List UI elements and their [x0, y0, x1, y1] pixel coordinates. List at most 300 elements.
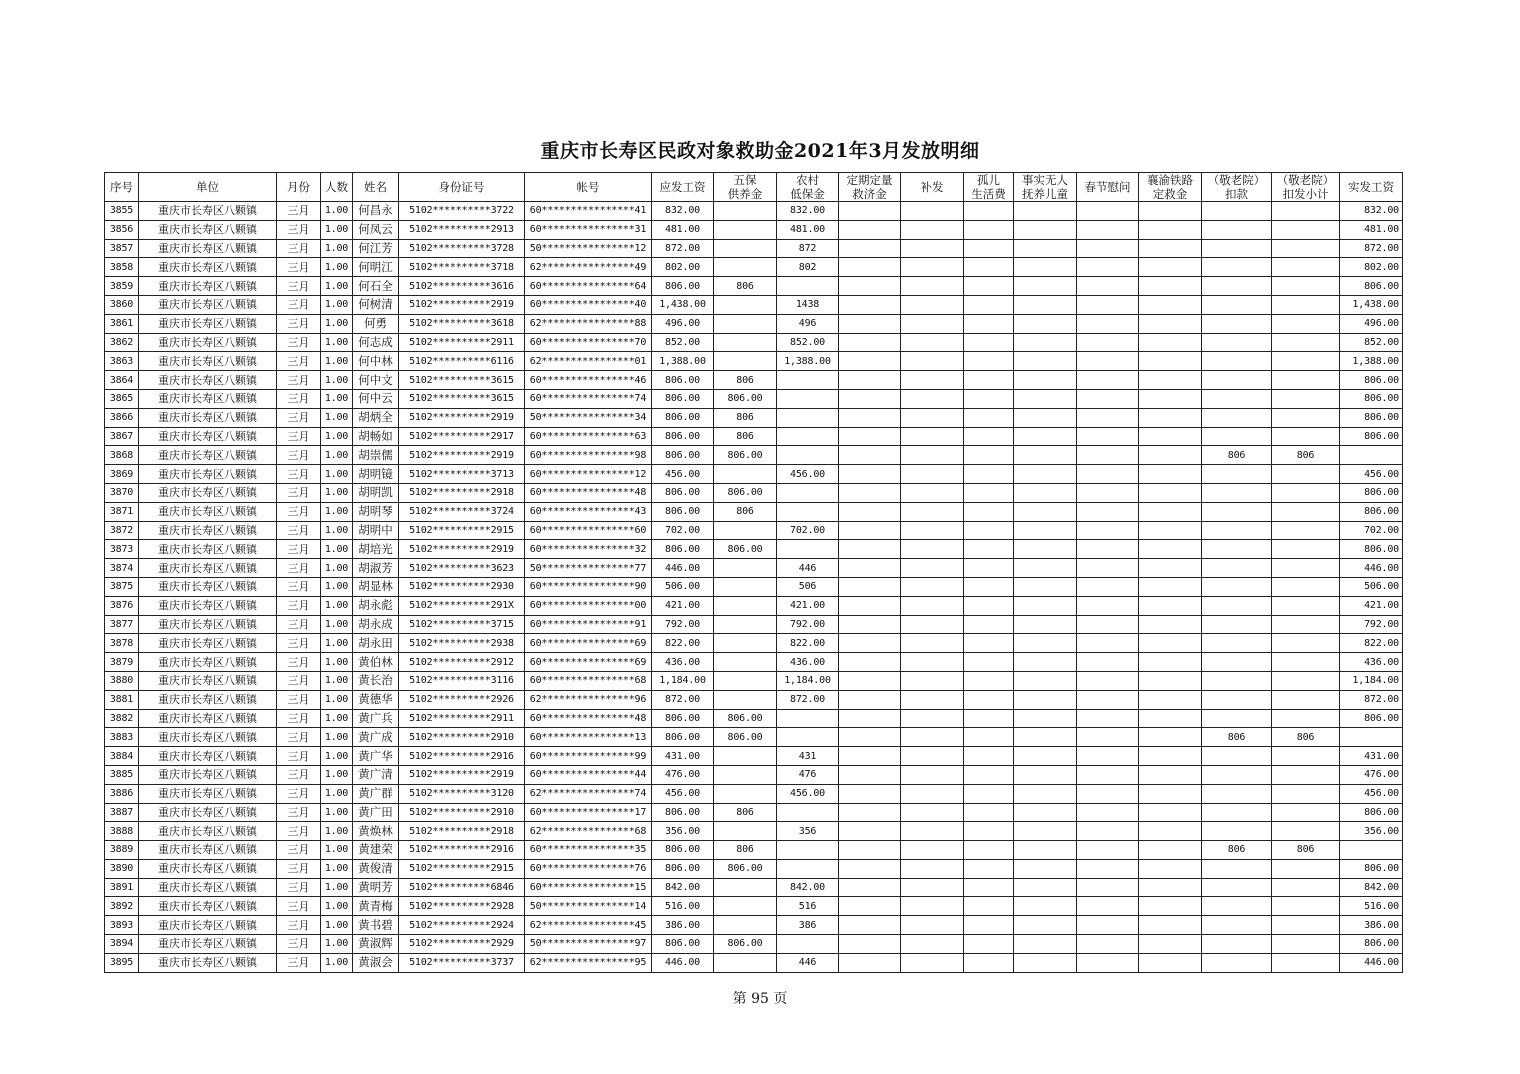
table-cell [777, 483, 839, 502]
table-cell [901, 446, 964, 465]
table-row [105, 559, 1403, 578]
table-cell: 50****************97 [525, 935, 652, 954]
table-cell [839, 389, 901, 408]
table-cell: 872.00 [1340, 239, 1403, 258]
table-cell: 806.00 [652, 408, 714, 427]
table-cell [839, 352, 901, 371]
table-cell: 50****************14 [525, 897, 652, 916]
table-cell: 806 [714, 277, 777, 296]
table-cell [777, 277, 839, 296]
table-cell [901, 634, 964, 653]
table-cell: 62****************49 [525, 258, 652, 277]
table-cell [1139, 841, 1202, 860]
table-cell: 1.00 [321, 634, 353, 653]
table-row [105, 258, 1403, 277]
table-cell [839, 277, 901, 296]
table-cell [1077, 577, 1139, 596]
table-cell [1272, 352, 1340, 371]
table-cell: 5102**********3722 [399, 202, 525, 221]
table-cell: 三月 [277, 521, 321, 540]
table-cell [1139, 502, 1202, 521]
table-cell: 481.00 [652, 220, 714, 239]
table-cell [964, 822, 1014, 841]
table-cell: 3880 [105, 671, 139, 690]
table-cell [1202, 352, 1272, 371]
table-cell: 黄明芳 [353, 878, 399, 897]
table-cell: 802.00 [1340, 258, 1403, 277]
table-cell: 何勇 [353, 314, 399, 333]
table-cell [1272, 521, 1340, 540]
table-cell: 重庆市长寿区八颗镇 [139, 371, 277, 390]
table-cell: 三月 [277, 822, 321, 841]
table-cell: 456.00 [777, 465, 839, 484]
table-cell: 重庆市长寿区八颗镇 [139, 408, 277, 427]
table-cell [1077, 690, 1139, 709]
table-cell [901, 427, 964, 446]
column-header: 单位 [139, 173, 277, 202]
table-cell: 3881 [105, 690, 139, 709]
page-title: 重庆市长寿区民政对象救助金2021年3月发放明细 [540, 140, 980, 162]
table-cell [964, 202, 1014, 221]
table-body [105, 202, 1403, 973]
table-cell [1014, 483, 1077, 502]
table-cell: 三月 [277, 352, 321, 371]
table-cell: 三月 [277, 784, 321, 803]
table-cell: 496 [777, 314, 839, 333]
table-cell [964, 258, 1014, 277]
table-cell [964, 878, 1014, 897]
table-cell: 806 [1202, 728, 1272, 747]
table-cell [964, 690, 1014, 709]
table-cell: 重庆市长寿区八颗镇 [139, 784, 277, 803]
table-cell: 1.00 [321, 803, 353, 822]
table-row [105, 502, 1403, 521]
payment-table [104, 172, 1403, 973]
table-cell: 806.00 [652, 935, 714, 954]
table-cell [1014, 653, 1077, 672]
table-cell: 496.00 [652, 314, 714, 333]
table-cell: 3857 [105, 239, 139, 258]
table-cell [1272, 916, 1340, 935]
table-cell: 胡永田 [353, 634, 399, 653]
table-cell [964, 371, 1014, 390]
table-cell: 806.00 [652, 277, 714, 296]
table-cell: 806.00 [1340, 709, 1403, 728]
table-row [105, 728, 1403, 747]
table-cell [964, 634, 1014, 653]
table-cell [777, 502, 839, 521]
table-cell [1272, 371, 1340, 390]
table-cell: 重庆市长寿区八颗镇 [139, 314, 277, 333]
table-cell: 806 [714, 841, 777, 860]
table-cell: 5102**********2911 [399, 333, 525, 352]
table-cell [1014, 295, 1077, 314]
table-cell: 806.00 [1340, 803, 1403, 822]
table-cell: 三月 [277, 314, 321, 333]
table-row [105, 803, 1403, 822]
table-cell [1077, 671, 1139, 690]
table-row [105, 371, 1403, 390]
table-cell: 60****************74 [525, 389, 652, 408]
table-cell: 3886 [105, 784, 139, 803]
column-header: 农村 低保金 [777, 173, 839, 202]
column-header: 襄渝铁路 定救金 [1139, 173, 1202, 202]
table-cell [964, 559, 1014, 578]
table-cell: 5102**********2929 [399, 935, 525, 954]
table-cell: 重庆市长寿区八颗镇 [139, 202, 277, 221]
table-cell: 5102**********2919 [399, 295, 525, 314]
table-cell: 5102**********2919 [399, 765, 525, 784]
table-cell [1139, 333, 1202, 352]
table-cell: 5102**********3615 [399, 371, 525, 390]
table-cell [1272, 239, 1340, 258]
table-cell: 黄建荣 [353, 841, 399, 860]
table-cell [1014, 333, 1077, 352]
table-cell [1139, 822, 1202, 841]
table-cell [1139, 596, 1202, 615]
table-cell: 60****************63 [525, 427, 652, 446]
table-cell [901, 841, 964, 860]
table-cell: 三月 [277, 427, 321, 446]
table-cell: 三月 [277, 596, 321, 615]
table-cell: 三月 [277, 295, 321, 314]
table-cell [964, 521, 1014, 540]
table-cell: 1.00 [321, 822, 353, 841]
table-cell: 436.00 [1340, 653, 1403, 672]
table-cell: 1.00 [321, 916, 353, 935]
table-cell [1272, 859, 1340, 878]
table-cell: 806.00 [714, 446, 777, 465]
table-cell [1014, 784, 1077, 803]
table-cell: 806.00 [1340, 502, 1403, 521]
table-cell [714, 690, 777, 709]
table-cell [1202, 277, 1272, 296]
table-cell: 60****************13 [525, 728, 652, 747]
table-cell [1202, 747, 1272, 766]
table-cell [1014, 596, 1077, 615]
table-cell [839, 841, 901, 860]
table-cell: 何凤云 [353, 220, 399, 239]
table-cell [777, 935, 839, 954]
table-cell: 何昌永 [353, 202, 399, 221]
table-cell: 何江芳 [353, 239, 399, 258]
table-cell: 黄淑辉 [353, 935, 399, 954]
table-cell [1340, 446, 1403, 465]
table-cell [714, 653, 777, 672]
table-cell: 60****************15 [525, 878, 652, 897]
table-cell [1077, 634, 1139, 653]
table-cell: 852.00 [777, 333, 839, 352]
table-cell: 3868 [105, 446, 139, 465]
table-cell: 三月 [277, 446, 321, 465]
table-cell: 852.00 [652, 333, 714, 352]
table-cell: 1,388.00 [652, 352, 714, 371]
table-cell: 3871 [105, 502, 139, 521]
table-cell: 3863 [105, 352, 139, 371]
table-cell [1077, 935, 1139, 954]
table-cell: 重庆市长寿区八颗镇 [139, 258, 277, 277]
table-cell: 446.00 [1340, 953, 1403, 972]
table-cell [1202, 596, 1272, 615]
table-cell: 1.00 [321, 502, 353, 521]
table-cell [777, 859, 839, 878]
table-cell: 1.00 [321, 371, 353, 390]
table-cell: 5102**********3618 [399, 314, 525, 333]
table-cell: 60****************64 [525, 277, 652, 296]
table-cell [1077, 822, 1139, 841]
table-cell: 黄广成 [353, 728, 399, 747]
table-cell [964, 540, 1014, 559]
table-cell [1014, 916, 1077, 935]
table-cell: 重庆市长寿区八颗镇 [139, 502, 277, 521]
table-cell: 806.00 [1340, 408, 1403, 427]
table-cell [714, 202, 777, 221]
table-cell: 3872 [105, 521, 139, 540]
table-cell [1014, 202, 1077, 221]
table-cell: 806.00 [652, 728, 714, 747]
table-cell: 3892 [105, 897, 139, 916]
table-cell: 5102**********2913 [399, 220, 525, 239]
table-cell [1077, 765, 1139, 784]
table-cell: 三月 [277, 371, 321, 390]
table-cell [1272, 953, 1340, 972]
table-cell: 胡畅如 [353, 427, 399, 446]
table-cell: 806.00 [1340, 389, 1403, 408]
table-cell [964, 333, 1014, 352]
table-cell [839, 916, 901, 935]
table-cell: 1.00 [321, 765, 353, 784]
table-cell: 60****************43 [525, 502, 652, 521]
table-cell: 3884 [105, 747, 139, 766]
table-cell: 806.00 [1340, 277, 1403, 296]
table-cell [901, 408, 964, 427]
table-cell [901, 690, 964, 709]
table-cell [1202, 258, 1272, 277]
table-cell: 806.00 [1340, 859, 1403, 878]
table-cell [777, 728, 839, 747]
table-cell [1202, 953, 1272, 972]
table-cell: 1,388.00 [1340, 352, 1403, 371]
table-cell: 5102**********2916 [399, 747, 525, 766]
table-cell: 60****************35 [525, 841, 652, 860]
column-header: 定期定量 救济金 [839, 173, 901, 202]
table-cell [1077, 295, 1139, 314]
table-cell: 三月 [277, 878, 321, 897]
table-cell: 50****************77 [525, 559, 652, 578]
table-cell: 重庆市长寿区八颗镇 [139, 878, 277, 897]
table-cell: 1.00 [321, 841, 353, 860]
table-cell [901, 502, 964, 521]
table-cell: 806 [714, 427, 777, 446]
table-cell: 胡明凯 [353, 483, 399, 502]
column-header: （敬老院） 扣发小计 [1272, 173, 1340, 202]
table-cell: 806 [1272, 446, 1340, 465]
table-cell [1077, 653, 1139, 672]
table-cell: 1.00 [321, 258, 353, 277]
table-cell [901, 389, 964, 408]
table-cell: 三月 [277, 220, 321, 239]
table-row [105, 483, 1403, 502]
table-cell [901, 709, 964, 728]
table-cell: 三月 [277, 728, 321, 747]
table-cell [1202, 483, 1272, 502]
table-cell [714, 878, 777, 897]
table-cell: 重庆市长寿区八颗镇 [139, 427, 277, 446]
page-number: 第 95 页 [732, 991, 788, 1007]
table-cell [1077, 559, 1139, 578]
table-cell [1202, 314, 1272, 333]
table-cell [901, 333, 964, 352]
table-cell: 481.00 [777, 220, 839, 239]
table-cell [1272, 897, 1340, 916]
table-cell [901, 220, 964, 239]
table-cell [839, 408, 901, 427]
table-cell [1077, 953, 1139, 972]
column-header: 身份证号 [399, 173, 525, 202]
table-cell: 重庆市长寿区八颗镇 [139, 822, 277, 841]
table-cell: 446 [777, 953, 839, 972]
table-cell: 三月 [277, 859, 321, 878]
table-cell: 三月 [277, 559, 321, 578]
table-cell: 5102**********2912 [399, 653, 525, 672]
table-cell: 三月 [277, 765, 321, 784]
table-cell [1202, 690, 1272, 709]
table-cell: 3890 [105, 859, 139, 878]
column-header: （敬老院） 扣款 [1202, 173, 1272, 202]
table-cell [901, 596, 964, 615]
table-cell [1202, 540, 1272, 559]
table-cell [1272, 258, 1340, 277]
table-cell: 三月 [277, 803, 321, 822]
table-cell [1014, 859, 1077, 878]
table-cell: 1.00 [321, 596, 353, 615]
table-cell: 胡永成 [353, 615, 399, 634]
table-cell: 60****************12 [525, 465, 652, 484]
table-cell [901, 258, 964, 277]
table-cell: 806.00 [652, 371, 714, 390]
table-cell [964, 389, 1014, 408]
table-row [105, 615, 1403, 634]
table-cell [1272, 765, 1340, 784]
table-cell: 5102**********2918 [399, 483, 525, 502]
table-row [105, 577, 1403, 596]
table-cell [1077, 483, 1139, 502]
table-cell: 3864 [105, 371, 139, 390]
table-cell: 386.00 [652, 916, 714, 935]
table-cell: 436.00 [652, 653, 714, 672]
column-header: 春节慰问 [1077, 173, 1139, 202]
table-cell: 476 [777, 765, 839, 784]
table-cell: 重庆市长寿区八颗镇 [139, 295, 277, 314]
table-cell [839, 577, 901, 596]
table-cell: 356 [777, 822, 839, 841]
table-cell [1077, 465, 1139, 484]
table-cell [1014, 521, 1077, 540]
table-cell [1014, 577, 1077, 596]
table-cell: 3883 [105, 728, 139, 747]
table-cell: 3882 [105, 709, 139, 728]
table-cell: 5102**********3116 [399, 671, 525, 690]
table-cell [1202, 822, 1272, 841]
table-cell [1272, 502, 1340, 521]
table-cell [839, 653, 901, 672]
table-cell [964, 446, 1014, 465]
table-cell: 852.00 [1340, 333, 1403, 352]
table-cell [839, 859, 901, 878]
table-cell [1139, 427, 1202, 446]
table-cell: 1.00 [321, 784, 353, 803]
table-cell [964, 897, 1014, 916]
table-cell [839, 671, 901, 690]
table-cell: 5102**********2919 [399, 540, 525, 559]
table-cell: 5102**********2919 [399, 446, 525, 465]
table-cell: 1.00 [321, 953, 353, 972]
table-cell [1202, 615, 1272, 634]
table-cell: 806.00 [652, 389, 714, 408]
table-cell: 黄书碧 [353, 916, 399, 935]
table-cell [1272, 615, 1340, 634]
table-cell: 3888 [105, 822, 139, 841]
table-cell [714, 333, 777, 352]
table-cell: 胡显林 [353, 577, 399, 596]
table-row [105, 295, 1403, 314]
table-cell: 5102**********2911 [399, 709, 525, 728]
table-cell: 806.00 [714, 389, 777, 408]
table-cell [1077, 427, 1139, 446]
table-cell: 1.00 [321, 427, 353, 446]
table-cell [714, 784, 777, 803]
table-cell: 重庆市长寿区八颗镇 [139, 333, 277, 352]
table-cell [1077, 202, 1139, 221]
table-cell [964, 577, 1014, 596]
table-row [105, 239, 1403, 258]
table-cell [1014, 239, 1077, 258]
table-cell: 506.00 [652, 577, 714, 596]
table-cell: 516 [777, 897, 839, 916]
table-cell: 60****************17 [525, 803, 652, 822]
table-cell [839, 483, 901, 502]
table-cell: 重庆市长寿区八颗镇 [139, 841, 277, 860]
table-cell [1139, 916, 1202, 935]
table-cell: 三月 [277, 333, 321, 352]
table-cell [777, 371, 839, 390]
column-header: 孤儿 生活费 [964, 173, 1014, 202]
table-cell [714, 239, 777, 258]
table-cell: 胡明镜 [353, 465, 399, 484]
table-cell [1139, 352, 1202, 371]
table-cell: 1.00 [321, 690, 353, 709]
table-cell [1139, 784, 1202, 803]
table-cell: 702.00 [652, 521, 714, 540]
table-cell: 黄广田 [353, 803, 399, 822]
table-cell: 1.00 [321, 671, 353, 690]
table-cell [1272, 709, 1340, 728]
table-cell: 3865 [105, 389, 139, 408]
table-cell: 496.00 [1340, 314, 1403, 333]
table-cell: 842.00 [1340, 878, 1403, 897]
table-cell [1014, 765, 1077, 784]
table-cell [1139, 483, 1202, 502]
table-cell [714, 747, 777, 766]
table-cell: 62****************88 [525, 314, 652, 333]
column-header: 月份 [277, 173, 321, 202]
table-cell: 5102**********3728 [399, 239, 525, 258]
table-cell: 重庆市长寿区八颗镇 [139, 671, 277, 690]
table-row [105, 521, 1403, 540]
table-cell [964, 916, 1014, 935]
table-row [105, 352, 1403, 371]
table-cell: 3885 [105, 765, 139, 784]
